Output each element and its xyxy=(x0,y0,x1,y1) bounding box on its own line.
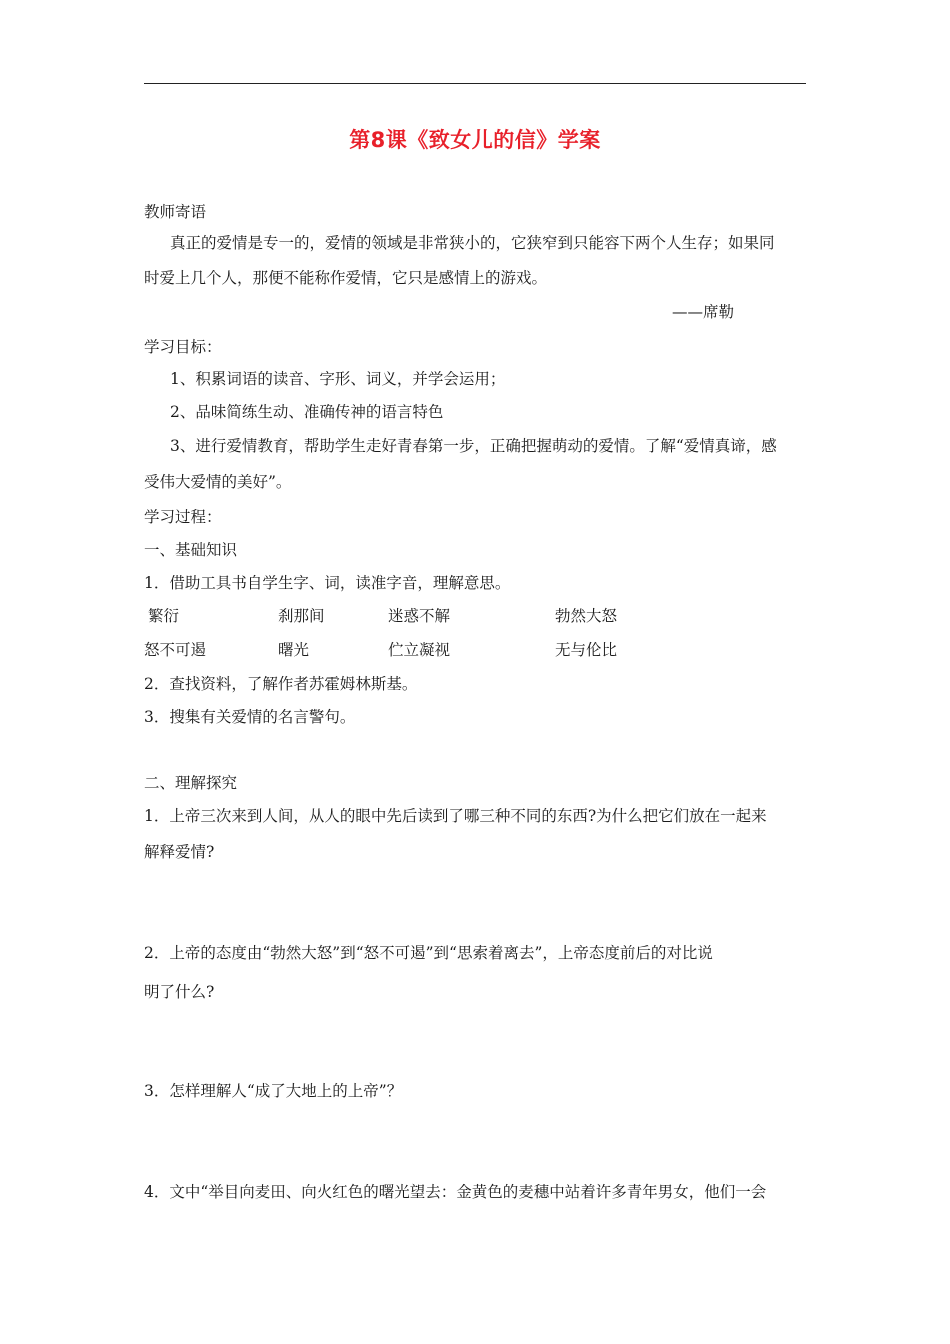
inquiry-question-1-line-1: 1．上帝三次来到人间，从人的眼中先后读到了哪三种不同的东西?为什么把它们放在一起来 xyxy=(144,807,767,825)
basic-question-2: 2．查找资料，了解作者苏霍姆林斯基。 xyxy=(144,675,418,693)
objectives-heading: 学习目标： xyxy=(144,338,222,356)
inquiry-question-2-line-1: 2．上帝的态度由“勃然大怒”到“怒不可遏”到“思索着离去”，上帝态度前后的对比说 xyxy=(144,944,713,962)
header-rule xyxy=(144,83,806,84)
inquiry-question-4-line-1: 4．文中“举目向麦田、向火红色的曙光望去：金黄色的麦穗中站着许多青年男女，他们一会 xyxy=(144,1183,767,1201)
vocab-word: 曙光 xyxy=(278,641,310,659)
teacher-message-heading: 教师寄语 xyxy=(144,203,207,221)
vocab-word: 迷惑不解 xyxy=(388,607,451,625)
quote-author: ——席勒 xyxy=(672,303,735,321)
section-basic-knowledge: 一、基础知识 xyxy=(144,541,238,559)
vocab-word: 怒不可遏 xyxy=(144,641,207,659)
inquiry-question-2-line-2: 明了什么? xyxy=(144,983,215,1001)
objective-item-2: 2、品味简练生动、准确传神的语言特色 xyxy=(170,403,444,421)
vocab-word: 勃然大怒 xyxy=(555,607,618,625)
inquiry-question-1-line-2: 解释爱情? xyxy=(144,843,215,861)
section-inquiry: 二、理解探究 xyxy=(144,774,238,792)
vocab-word: 繁衍 xyxy=(148,607,180,625)
vocab-word: 伫立凝视 xyxy=(388,641,451,659)
quote-line-1: 真正的爱情是专一的，爱情的领域是非常狭小的，它狭窄到只能容下两个人生存；如果同 xyxy=(170,234,775,252)
vocab-word: 刹那间 xyxy=(278,607,325,625)
basic-question-3: 3．搜集有关爱情的名言警句。 xyxy=(144,708,356,726)
quote-line-2: 时爱上几个人，那便不能称作爱情，它只是感情上的游戏。 xyxy=(144,269,548,287)
vocab-word: 无与伦比 xyxy=(555,641,618,659)
page-title: 第8课《致女儿的信》学案 xyxy=(349,128,601,152)
objective-item-1: 1、积累词语的读音、字形、词义，并学会运用； xyxy=(170,370,506,388)
objective-item-3-line-1: 3、进行爱情教育，帮助学生走好青春第一步，正确把握萌动的爱情。了解“爱情真谛，感 xyxy=(170,437,777,455)
objective-item-3-line-2: 受伟大爱情的美好”。 xyxy=(144,473,292,491)
basic-question-1: 1．借助工具书自学生字、词，读准字音，理解意思。 xyxy=(144,574,511,592)
process-heading: 学习过程： xyxy=(144,508,222,526)
inquiry-question-3: 3．怎样理解人“成了大地上的上帝”？ xyxy=(144,1082,403,1100)
